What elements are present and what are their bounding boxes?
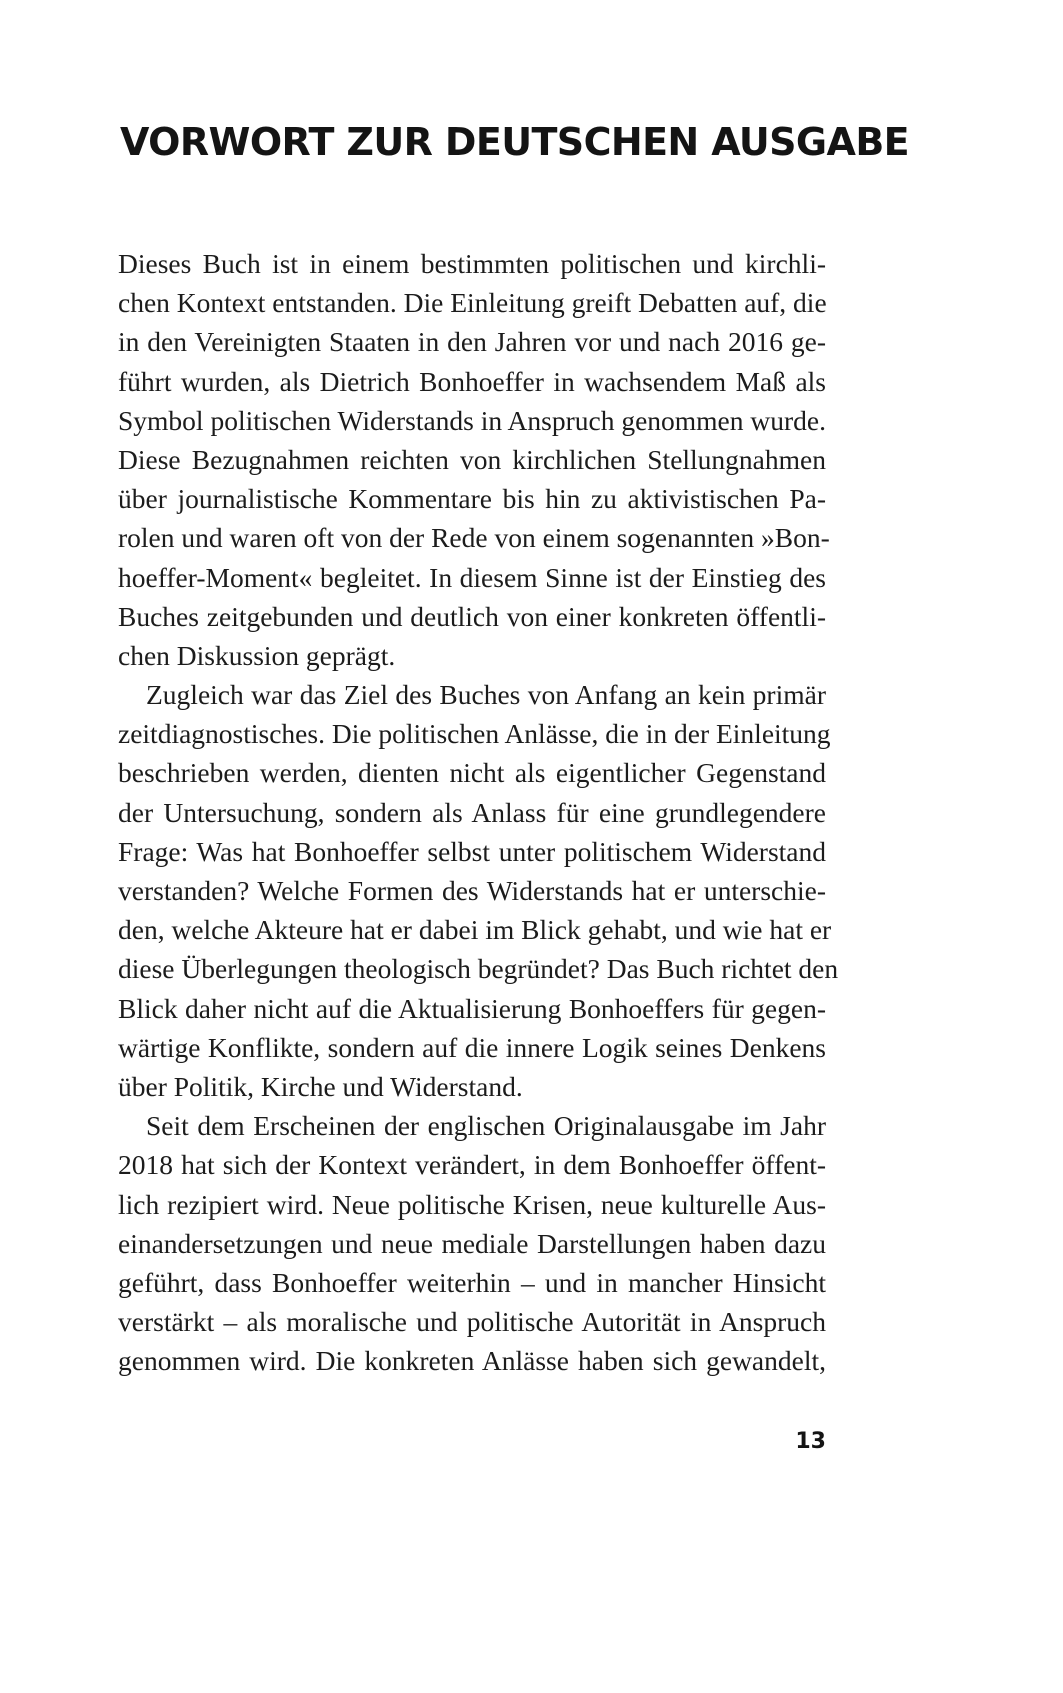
paragraph-3 — [118, 1106, 826, 1380]
text-line: den, welche Akteure hat er dabei im Blick gehabt, und wie hat er — [118, 914, 832, 946]
text-line: Diese Bezugnahmen reichten von kirchlichen Stellungnahmen — [118, 443, 826, 475]
text-line: führt wurden, als Dietrich Bonhoeffer in wachsendem Maß als — [118, 365, 826, 397]
text-line: über journalistische Kommentare bis hin zu aktivistischen Pa- — [118, 483, 826, 515]
page-number: 13 — [795, 1429, 826, 1454]
text-line: lich rezipiert wird. Neue politische Krisen, neue kulturelle Aus- — [118, 1188, 826, 1220]
text-line: wärtige Konflikte, sondern auf die innere Logik seines Denkens — [118, 1031, 826, 1063]
text-line: Blick daher nicht auf die Aktualisierung Bonhoeffers für gegen- — [118, 992, 826, 1024]
text-line: einandersetzungen und neue mediale Darstellungen haben dazu — [118, 1227, 826, 1259]
text-line: Dieses Buch ist in einem bestimmten politischen und kirchli- — [118, 248, 826, 279]
paragraph-1 — [118, 244, 830, 675]
text-line: 2018 hat sich der Kontext verändert, in dem Bonhoeffer öffent- — [118, 1149, 826, 1181]
text-line: Frage: Was hat Bonhoeffer selbst unter politischem Widerstand — [118, 835, 826, 867]
text-line: geführt, dass Bonhoeffer weiterhin – und in mancher Hinsicht — [118, 1266, 826, 1298]
text-line: hoeffer-Moment« begleitet. In diesem Sinne ist der Einstieg des — [118, 561, 826, 593]
text-line: Seit dem Erscheinen der englischen Originalausgabe im Jahr — [146, 1110, 826, 1142]
text-line: chen Diskussion geprägt. — [118, 639, 396, 671]
text-line: zeitdiagnostisches. Die politischen Anlässe, die in der Einleitung — [118, 718, 831, 750]
text-line: über Politik, Kirche und Widerstand. — [118, 1070, 523, 1102]
text-line: Zugleich war das Ziel des Buches von Anfang an kein primär — [146, 679, 826, 711]
text-line: beschrieben werden, dienten nicht als eigentlicher Gegenstand — [118, 757, 826, 789]
chapter-heading: VORWORT ZUR DEUTSCHEN AUSGABE — [120, 120, 910, 164]
text-line: Symbol politischen Widerstands in Anspruch genommen wurde. — [118, 404, 826, 436]
paragraph-2 — [118, 675, 839, 1106]
text-line: in den Vereinigten Staaten in den Jahren vor und nach 2016 ge- — [118, 326, 826, 358]
body-text — [118, 244, 839, 1380]
text-line: Buches zeitgebunden und deutlich von einer konkreten öffentli- — [118, 600, 826, 632]
text-line: genommen wird. Die konkreten Anlässe haben sich gewandelt, — [118, 1345, 826, 1377]
text-line: chen Kontext entstanden. Die Einleitung greift Debatten auf, die — [118, 287, 827, 319]
text-line: diese Überlegungen theologisch begründet? Das Buch richtet den — [118, 953, 839, 985]
text-line: verstärkt – als moralische und politische Autorität in Anspruch — [118, 1306, 826, 1338]
text-line: der Untersuchung, sondern als Anlass für eine grundlegendere — [118, 796, 826, 828]
text-line: rolen und waren oft von der Rede von einem sogenannten »Bon- — [118, 522, 830, 554]
text-line: verstanden? Welche Formen des Widerstands hat er unterschie- — [118, 875, 826, 906]
